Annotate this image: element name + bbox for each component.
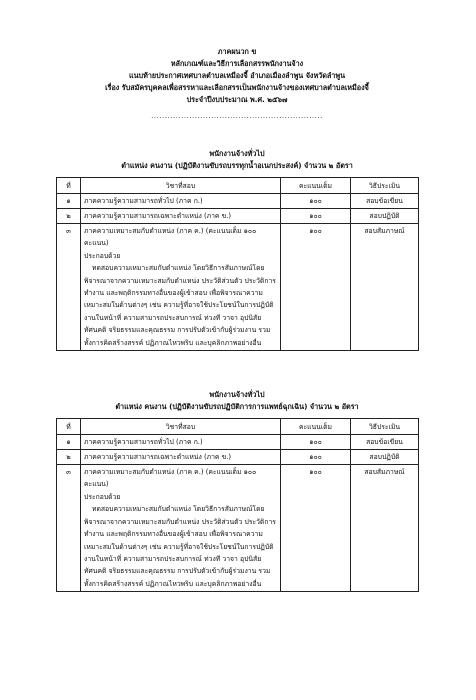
header-method: วิธีประเมิน (351, 419, 419, 435)
section-2-employee-type: พนักงานจ้างทั่วไป (209, 390, 265, 400)
row-subject-detail: ทดสอบความเหมาะสมกับตำแหน่ง โดยวิธีการสัมภาษณ์โดยพิจารณาจากความเหมาะสมกับตำแหน่ง ประวัติส่วนตัว ประวัติการทำงาน และพฤติกรรมทางอื่นของผู้เข้าสอบ เพื่อพิจารณาความเหมาะสมในด้านต่างๆ เช่น ความรู้ที่อาจใช้ประโยชน์ในการปฏิบัติงานในหน้าที่ ความสามารถประสบการณ์ ท่วงที วาจา อุปนิสัย ทัศนคติ จริยธรรมและคุณธรรม การปรับตัวเข้ากับผู้ร่วมงาน รวมทั้งการคิดสร้างสรรค์ ปฏิภาณไหวพริบ และบุคลิกภาพอย่างอื่น (84, 264, 276, 347)
section-1-exam-table (56, 177, 419, 351)
row-no: ๑ (57, 435, 81, 450)
section-1-position: ตำแหน่ง คนงาน (ปฏิบัติงานขับรถบรรทุกน้ำอเนกประสงค์) จำนวน ๒ อัตรา (121, 161, 353, 170)
row-subject-sub: ประกอบด้วย (84, 251, 121, 260)
section-2-position: ตำแหน่ง คนงาน (ปฏิบัติงานขับรถปฏิบัติการการแพทย์ฉุกเฉิน) จำนวน ๒ อัตรา (115, 402, 359, 412)
section-2-exam-table (56, 418, 419, 592)
header-no: ที่ (57, 178, 81, 194)
row-score: ๑๐๐ (281, 465, 351, 592)
row-method: สอบปฏิบัติ (351, 450, 419, 465)
section-2-title (56, 389, 418, 413)
row-method: สอบข้อเขียน (351, 435, 419, 450)
header-subject: วิชาที่สอบ (81, 178, 281, 194)
row-subject: ภาคความรู้ความสามารถเฉพาะตำแหน่ง (ภาค ข.) (81, 450, 281, 465)
row-method: สอบข้อเขียน (351, 194, 419, 209)
table-row (57, 194, 419, 209)
row-no: ๑ (57, 194, 81, 209)
row-subject: ภาคความเหมาะสมกับตำแหน่ง (ภาค ค.) (คะแนนเต็ม ๑๐๐ คะแนน) (84, 468, 257, 489)
header-method: วิธีประเมิน (351, 178, 419, 194)
section-1-title (56, 148, 418, 172)
row-method: สอบปฏิบัติ (351, 209, 419, 224)
row-no: ๒ (57, 450, 81, 465)
dotted-separator: ............................................................... (151, 112, 323, 120)
row-score: ๑๐๐ (281, 209, 351, 224)
header-subject: วิชาที่สอบ (81, 419, 281, 435)
row-subject: ภาคความรู้ความสามารถทั่วไป (ภาค ก.) (81, 435, 281, 450)
appendix-label: ภาคผนวก ข (217, 47, 257, 56)
row-no: ๓ (57, 465, 81, 592)
row-subject: ภาคความรู้ความสามารถเฉพาะตำแหน่ง (ภาค ข.) (81, 209, 281, 224)
document-heading: หลักเกณฑ์และวิธีการเลือกสรรพนักงานจ้าง (170, 59, 304, 68)
fiscal-year: ประจำปีงบประมาณ พ.ศ. ๒๕๖๗ (186, 95, 288, 104)
header-score: คะแนนเต็ม (281, 178, 351, 194)
section-1-employee-type: พนักงานจ้างทั่วไป (209, 149, 265, 158)
table-row (57, 224, 419, 351)
table-header-row (57, 178, 419, 194)
row-score: ๑๐๐ (281, 450, 351, 465)
row-subject-cell (81, 224, 281, 351)
table-row (57, 450, 419, 465)
document-header (56, 0, 418, 106)
row-score: ๑๐๐ (281, 224, 351, 351)
table-row (57, 209, 419, 224)
row-score: ๑๐๐ (281, 194, 351, 209)
announcement-reference: แนบท้ายประกาศเทศบาลตำบลเหมืองจี้ อำเภอเมืองลำพูน จังหวัดลำพูน (129, 71, 345, 80)
row-score: ๑๐๐ (281, 435, 351, 450)
row-no: ๓ (57, 224, 81, 351)
announcement-subject: เรื่อง รับสมัครบุคคลเพื่อสรรหาและเลือกสรรเป็นพนักงานจ้างของเทศบาลตำบลเหมืองจี้ (105, 83, 369, 92)
header-score: คะแนนเต็ม (281, 419, 351, 435)
table-row (57, 465, 419, 592)
row-method: สอบสัมภาษณ์ (351, 224, 419, 351)
row-no: ๒ (57, 209, 81, 224)
row-subject-detail: ทดสอบความเหมาะสมกับตำแหน่ง โดยวิธีการสัมภาษณ์โดยพิจารณาจากความเหมาะสมกับตำแหน่ง ประวัติส่วนตัว ประวัติการทำงาน และพฤติกรรมทางอื่นของผู้เข้าสอบ เพื่อพิจารณาความเหมาะสมในด้านต่างๆ เช่น ความรู้ที่อาจใช้ประโยชน์ในการปฏิบัติงานในหน้าที่ ความสามารถประสบการณ์ ท่วงที วาจา อุปนิสัย ทัศนคติ จริยธรรมและคุณธรรม การปรับตัวเข้ากับผู้ร่วมงาน รวมทั้งการคิดสร้างสรรค์ ปฏิภาณไหวพริบ และบุคลิกภาพอย่างอื่น (84, 505, 276, 588)
row-method: สอบสัมภาษณ์ (351, 465, 419, 592)
header-no: ที่ (57, 419, 81, 435)
table-header-row (57, 419, 419, 435)
row-subject: ภาคความรู้ความสามารถทั่วไป (ภาค ก.) (81, 194, 281, 209)
row-subject-sub: ประกอบด้วย (84, 492, 121, 501)
row-subject: ภาคความเหมาะสมกับตำแหน่ง (ภาค ค.) (คะแนนเต็ม ๑๐๐ คะแนน) (84, 227, 257, 248)
row-subject-cell (81, 465, 281, 592)
table-row (57, 435, 419, 450)
